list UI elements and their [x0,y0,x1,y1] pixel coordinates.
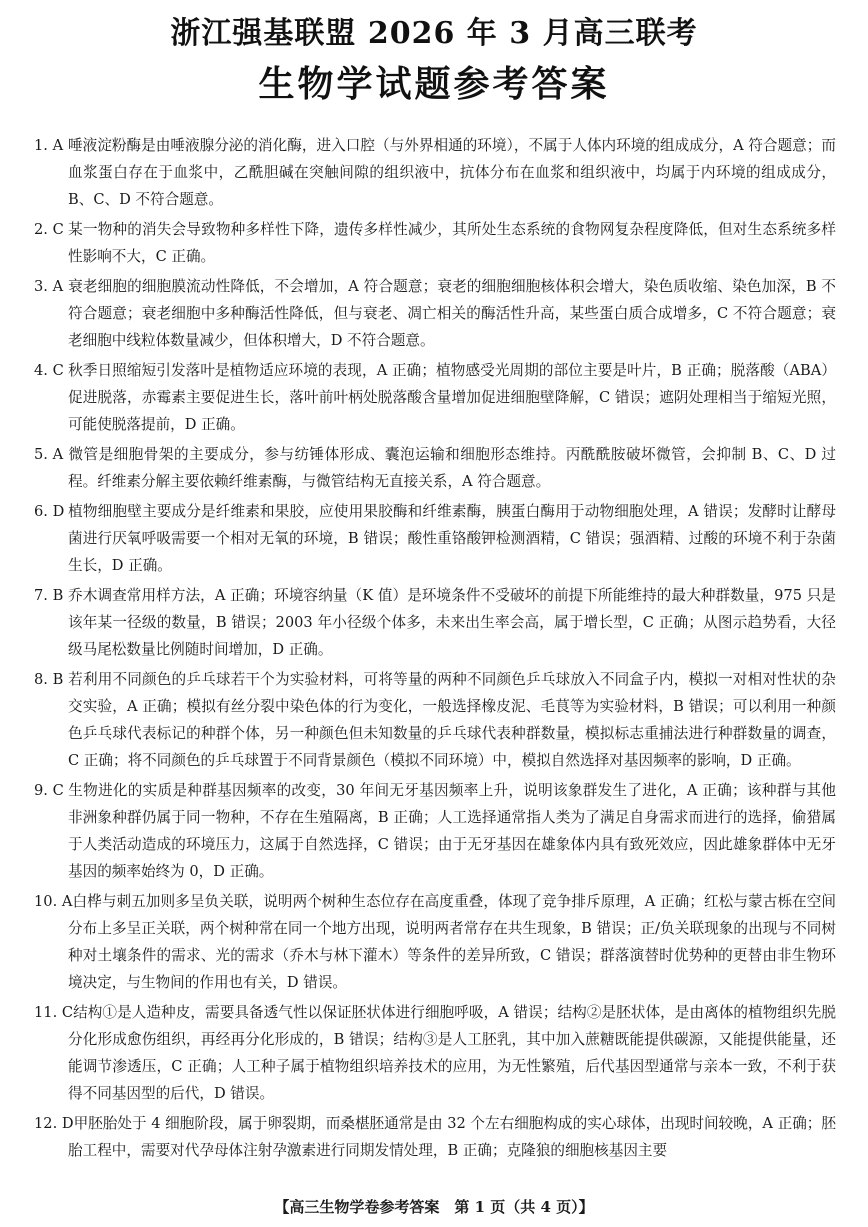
answer-explanation: 若利用不同颜色的乒乓球若干个为实验材料，可将等量的两种不同颜色乒乓球放入不同盒子内，模拟一对相对性状的杂交实验，A 正确；模拟有丝分裂中染色体的行为变化，一般选择橡皮泥、毛茛等为实验材料，B 错误；可以利用一种颜色乒乓球代表标记的种群个体，另一种颜色但未知数量的乒乓球代表种群数量，模拟标志重捕法进行种群数量的调查，C 正确；将不同颜色的乒乓球置于不同背景颜色（模拟不同环境）中，模拟自然选择对基因频率的影响，D 正确。 [68,671,836,769]
answer-explanation: 衰老细胞的细胞膜流动性降低，不会增加，A 符合题意；衰老的细胞细胞核体积会增大，染色质收缩、染色加深，B 不符合题意；衰老细胞中多种酶活性降低，但与衰老、凋亡相关的酶活性升高，某些蛋白质合成增多，C 不符合题意；衰老细胞中线粒体数量减少，但体积增大，D 不符合题意。 [68,278,836,349]
document-title: 生物学试题参考答案 [258,63,610,105]
answer-item [34,1110,836,1164]
answer-explanation: 白桦与刺五加则多呈负关联，说明两个树种生态位存在高度重叠，体现了竞争排斥原理，A 正确；红松与蒙古栎在空间分布上多呈正关联，两个树种常在同一个地方出现，说明两者常存在共生现象，B 错误；正/负关联现象的出现与不同树种对土壤条件的需求、光的需求（乔木与林下灌木）等条件的差异所致，C 错误；群落演替时优势种的更替由非生物环境决定，与生物间的作用也有关，D 错误。 [68,893,836,991]
answer-item [34,441,836,495]
answer-item [34,582,836,663]
answer-explanation: 乔木调查常用样方法，A 正确；环境容纳量（K 值）是环境条件不受破坏的前提下所能维持的最大种群数量，975 只是该年某一径级的数量，B 错误；2003 年小径级个体多，未来出生率会高，属于增长型，C 正确；从图示趋势看，大径级马尾松数量比例随时间增加，D 正确。 [68,587,836,658]
exam-title: 浙江强基联盟 2026 年 3 月高三联考 [170,16,698,51]
answer-explanation: 甲胚胎处于 4 细胞阶段，属于卵裂期，而桑椹胚通常是由 32 个左右细胞构成的实心球体，出现时间较晚，A 正确；胚胎工程中，需要对代孕母体注射孕激素进行同期发情处理，B 正确；克隆狼的细胞核基因主要 [68,1115,836,1159]
answer-number: 12. D [34,1115,74,1132]
answer-explanation: 唾液淀粉酶是由唾液腺分泌的消化酶，进入口腔（与外界相通的环境），不属于人体内环境的组成成分，A 符合题意；而血浆蛋白存在于血浆中，乙酰胆碱在突触间隙的组织液中，抗体分布在血浆和组织液中，均属于内环境的组成成分，B、C、D 不符合题意。 [68,137,836,208]
answer-number: 5. A [34,446,64,463]
answer-item [34,273,836,354]
answer-number: 7. B [34,587,64,604]
answer-number: 1. A [34,137,64,154]
answer-number: 2. C [34,221,64,238]
answer-item [34,666,836,774]
answer-number: 8. B [34,671,64,688]
answer-number: 10. A [34,893,73,910]
answer-explanation: 某一物种的消失会导致物种多样性下降，遗传多样性减少，其所处生态系统的食物网复杂程度降低，但对生态系统多样性影响不大，C 正确。 [68,221,836,265]
answer-item [34,999,836,1107]
answer-number: 9. C [34,782,64,799]
answer-number: 11. C [34,1004,74,1021]
answer-item [34,132,836,213]
answer-explanation: 微管是细胞骨架的主要成分，参与纺锤体形成、囊泡运输和细胞形态维持。丙酰酰胺破坏微管，会抑制 B、C、D 过程。纤维素分解主要依赖纤维素酶，与微管结构无直接关系，A 符合题意。 [68,446,836,490]
answer-explanation: 植物细胞壁主要成分是纤维素和果胶，应使用果胶酶和纤维素酶，胰蛋白酶用于动物细胞处理，A 错误；发酵时让酵母菌进行厌氧呼吸需要一个相对无氧的环境，B 错误；酸性重铬酸钾检测酒精，C 错误；强酒精、过酸的环境不利于杂菌生长，D 正确。 [68,503,836,574]
answer-item [34,357,836,438]
answer-item [34,498,836,579]
answer-item [34,888,836,996]
page-footer: 【高三生物学卷参考答案 第 1 页（共 4 页）】 [274,1198,594,1216]
answer-item [34,777,836,885]
answer-number: 4. C [34,362,64,379]
answer-explanation: 生物进化的实质是种群基因频率的改变，30 年间无牙基因频率上升，说明该象群发生了进化，A 正确；该种群与其他非洲象种群仍属于同一物种，不存在生殖隔离，B 正确；人工选择通常指人类为了满足自身需求而进行的选择，偷猎属于人类活动造成的环境压力，这属于自然选择，C 错误；由于无牙基因在雄象体内具有致死效应，因此雄象群体中无牙基因的频率始终为 0，D 正确。 [68,782,836,880]
answer-number: 6. D [34,503,65,520]
answer-list [34,132,836,1164]
answer-number: 3. A [34,278,64,295]
answer-explanation: 秋季日照缩短引发落叶是植物适应环境的表现，A 正确；植物感受光周期的部位主要是叶片，B 正确；脱落酸（ABA）促进脱落，赤霉素主要促进生长，落叶前叶柄处脱落酸含量增加促进细胞壁降解，C 错误；遮阴处理相当于缩短光照，可能使脱落提前，D 正确。 [68,362,836,433]
answer-item [34,216,836,270]
answer-explanation: 结构①是人造种皮，需要具备透气性以保证胚状体进行细胞呼吸，A 错误；结构②是胚状体，是由离体的植物组织先脱分化形成愈伤组织，再经再分化形成的，B 错误；结构③是人工胚乳，其中加入蔗糖既能提供碳源，又能提供能量，还能调节渗透压，C 正确；人工种子属于植物组织培养技术的应用，为无性繁殖，后代基因型通常与亲本一致，不利于获得不同基因型的后代，D 错误。 [68,1004,836,1102]
